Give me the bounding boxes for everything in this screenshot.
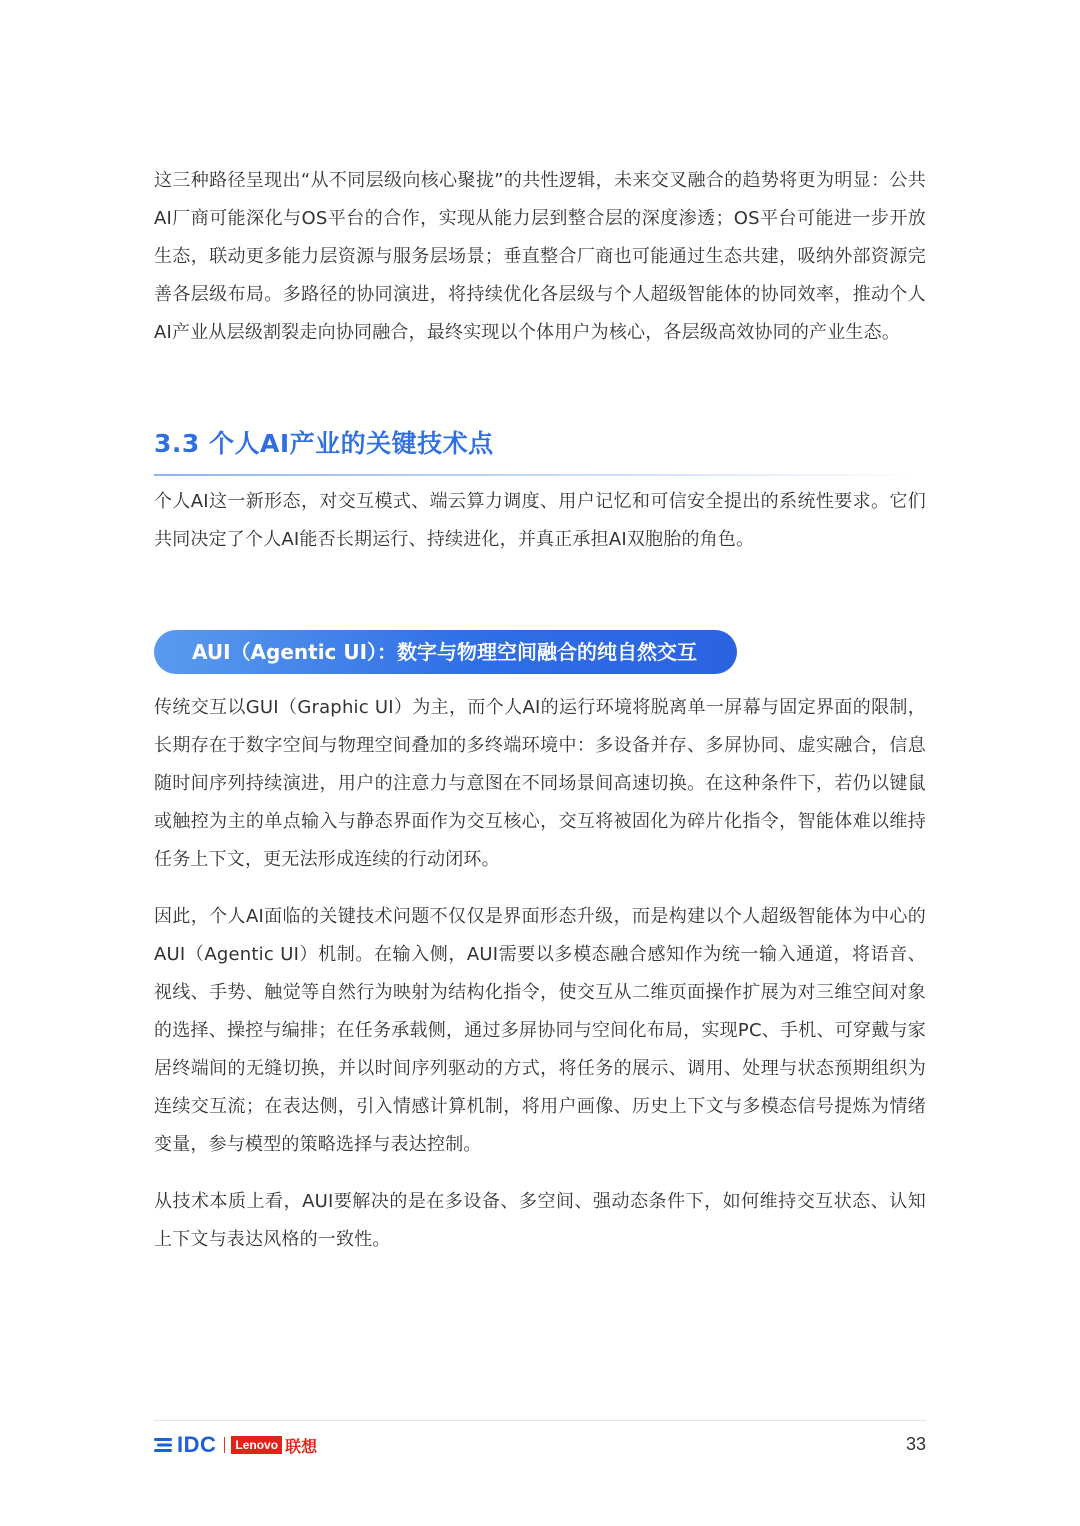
paragraph-section-intro: 个人AI这一新形态，对交互模式、端云算力调度、用户记忆和可信安全提出的系统性要求。它们共同决定了个人AI能否长期运行、持续进化，并真正承担AI双胞胎的角色。 [154,491,926,550]
footer-divider [154,1420,926,1421]
idc-logo-icon [154,1436,174,1454]
subsection-label-pill: AUI（Agentic UI）：数字与物理空间融合的纯自然交互 [154,630,737,674]
paragraph-technical-essence: 从技术本质上看，AUI要解决的是在多设备、多空间、强动态条件下，如何维持交互状态、认知上下文与表达风格的一致性。 [154,1191,926,1250]
section-heading: 3.3 个人AI产业的关键技术点 [154,429,494,458]
paragraph-aui-mechanism: 因此，个人AI面临的关键技术问题不仅仅是界面形态升级，而是构建以个人超级智能体为中心的AUI（Agentic UI）机制。在输入侧，AUI需要以多模态融合感知作为统一输入通道，将语音、视线、手势、触觉等自然行为映射为结构化指令，使交互从二维页面操作扩展为对三维空间对象的选择、操控与编排；在任务承载侧，通过多屏协同与空间化布局，实现PC、手机、可穿戴与家居终端间的无缝切换，并以时间序列驱动的方式，将任务的展示、调用、处理与状态预期组织为连续交互流；在表达侧，引入情感计算机制，将用户画像、历史上下文与多模态信号提炼为情绪变量，参与模型的策略选择与表达控制。 [154,906,926,1155]
page-number: 33 [905,1434,926,1454]
paragraph-paths-convergence: 这三种路径呈现出“从不同层级向核心聚拢”的共性逻辑，未来交叉融合的趋势将更为明显：公共AI厂商可能深化与OS平台的合作，实现从能力层到整合层的深度渗透；OS平台可能进一步开放生态，联动更多能力层资源与服务层场景；垂直整合厂商也可能通过生态共建，吸纳外部资源完善各层级布局。多路径的协同演进，将持续优化各层级与个人超级智能体的协同效率，推动个人AI产业从层级割裂走向协同融合，最终实现以个体用户为核心，各层级高效协同的产业生态。 [154,170,926,343]
lenovo-chinese-logo: 联想 [285,1436,318,1456]
footer-logos [154,1433,317,1457]
idc-logo-text: IDC [177,1432,217,1457]
paragraph-traditional-interaction: 传统交互以GUI（Graphic UI）为主，而个人AI的运行环境将脱离单一屏幕与固定界面的限制，长期存在于数字空间与物理空间叠加的多终端环境中：多设备并存、多屏协同、虚实融合，信息随时间序列持续演进，用户的注意力与意图在不同场景间高速切换。在这种条件下，若仍以键鼠或触控为主的单点输入与静态界面作为交互核心，交互将被固化为碎片化指令，智能体难以维持任务上下文，更无法形成连续的行动闭环。 [154,697,926,870]
section-divider [154,474,926,476]
lenovo-logo: Lenovo [231,1436,282,1454]
logo-separator [224,1437,225,1453]
